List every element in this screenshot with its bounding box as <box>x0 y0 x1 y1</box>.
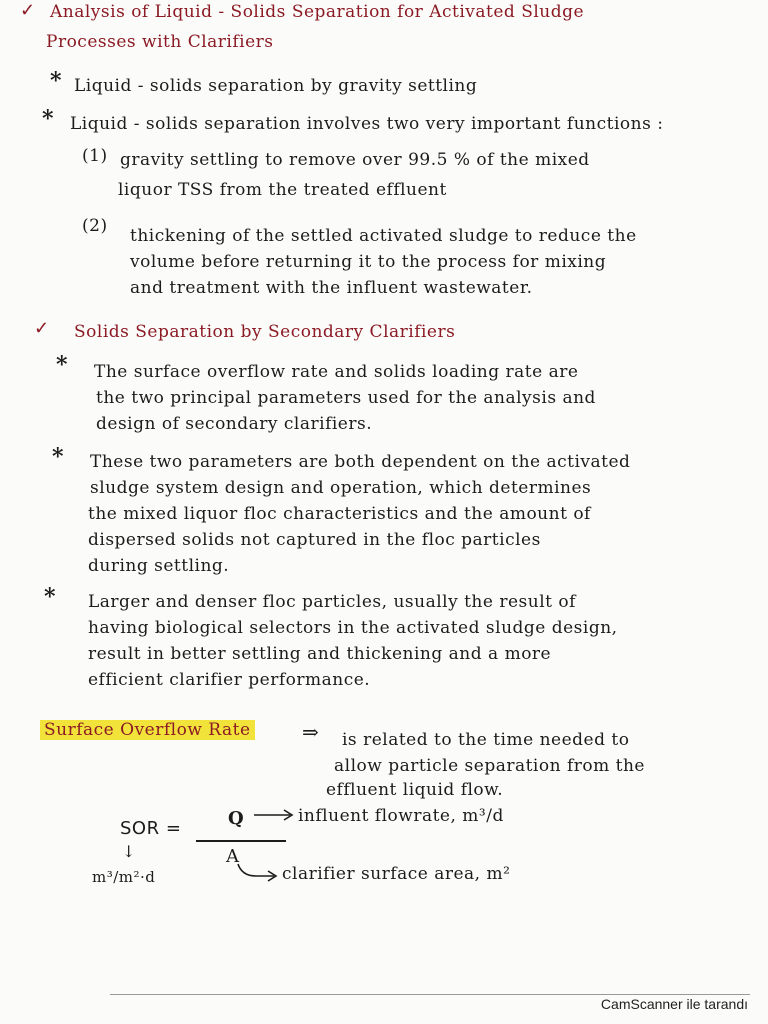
para2-line4: dispersed solids not captured in the floc particles <box>88 530 541 550</box>
bullet2-line1: Liquid - solids separation involves two very important functions : <box>70 114 664 134</box>
page-title-line1: Analysis of Liquid - Solids Separation for Activated Sludge <box>50 2 585 22</box>
item2-line3: and treatment with the influent wastewater. <box>130 278 533 298</box>
bullet1-star-icon: * <box>50 68 63 94</box>
para2-star-icon: * <box>52 444 65 470</box>
para1-line3: design of secondary clarifiers. <box>96 414 373 434</box>
formula-numerator: Q <box>228 808 245 829</box>
para1-star-icon: * <box>56 352 69 378</box>
section2-heading: Solids Separation by Secondary Clarifiers <box>74 322 456 342</box>
sor-def-line3: effluent liquid flow. <box>326 780 504 800</box>
fraction-bar <box>196 840 286 842</box>
para3-line3: result in better settling and thickening and a more <box>88 644 552 664</box>
para3-star-icon: * <box>44 584 57 610</box>
bullet1-text: Liquid - solids separation by gravity settling <box>74 76 478 96</box>
q-note-arrow-icon <box>250 808 300 822</box>
formula-a-note: clarifier surface area, m² <box>282 864 511 884</box>
a-note-arrow-icon <box>232 860 282 884</box>
formula-lhs: SOR = <box>120 818 182 839</box>
section2-check-icon: ✓ <box>34 318 50 339</box>
title-check-icon: ✓ <box>20 0 36 21</box>
formula-denominator: A <box>226 846 240 867</box>
para2-line5: during settling. <box>88 556 230 576</box>
item1-line2: liquor TSS from the treated effluent <box>118 180 447 200</box>
sor-def-line1: is related to the time needed to <box>342 730 630 750</box>
para2-line3: the mixed liquor floc characteristics and the amount of <box>88 504 591 524</box>
bullet2-star-icon: * <box>42 106 55 132</box>
sor-def-line2: allow particle separation from the <box>334 756 645 776</box>
item1-number: (1) <box>82 146 108 166</box>
page-title-line2: Processes with Clarifiers <box>46 32 274 52</box>
unit-down-arrow-icon: ↓ <box>122 842 136 861</box>
para2-line1: These two parameters are both dependent on the activated <box>90 452 631 472</box>
para3-line2: having biological selectors in the activated sludge design, <box>88 618 618 638</box>
footer-divider <box>110 994 750 995</box>
item2-line2: volume before returning it to the process for mixing <box>130 252 607 272</box>
para1-line1: The surface overflow rate and solids loading rate are <box>94 362 579 382</box>
para2-line2: sludge system design and operation, which determines <box>90 478 592 498</box>
sor-highlight-label: Surface Overflow Rate <box>40 720 255 740</box>
implies-arrow-icon: ⇒ <box>302 720 320 744</box>
scanner-watermark: CamScanner ile tarandı <box>600 996 748 1012</box>
formula-q-note: influent flowrate, m³/d <box>298 806 504 826</box>
para3-line1: Larger and denser floc particles, usually the result of <box>88 592 576 612</box>
item2-line1: thickening of the settled activated sludge to reduce the <box>130 226 637 246</box>
sor-unit: m³/m²·d <box>92 868 156 886</box>
para1-line2: the two principal parameters used for the analysis and <box>96 388 596 408</box>
para3-line4: efficient clarifier performance. <box>88 670 371 690</box>
item2-number: (2) <box>82 216 108 236</box>
item1-line1: gravity settling to remove over 99.5 % of the mixed <box>120 150 590 170</box>
